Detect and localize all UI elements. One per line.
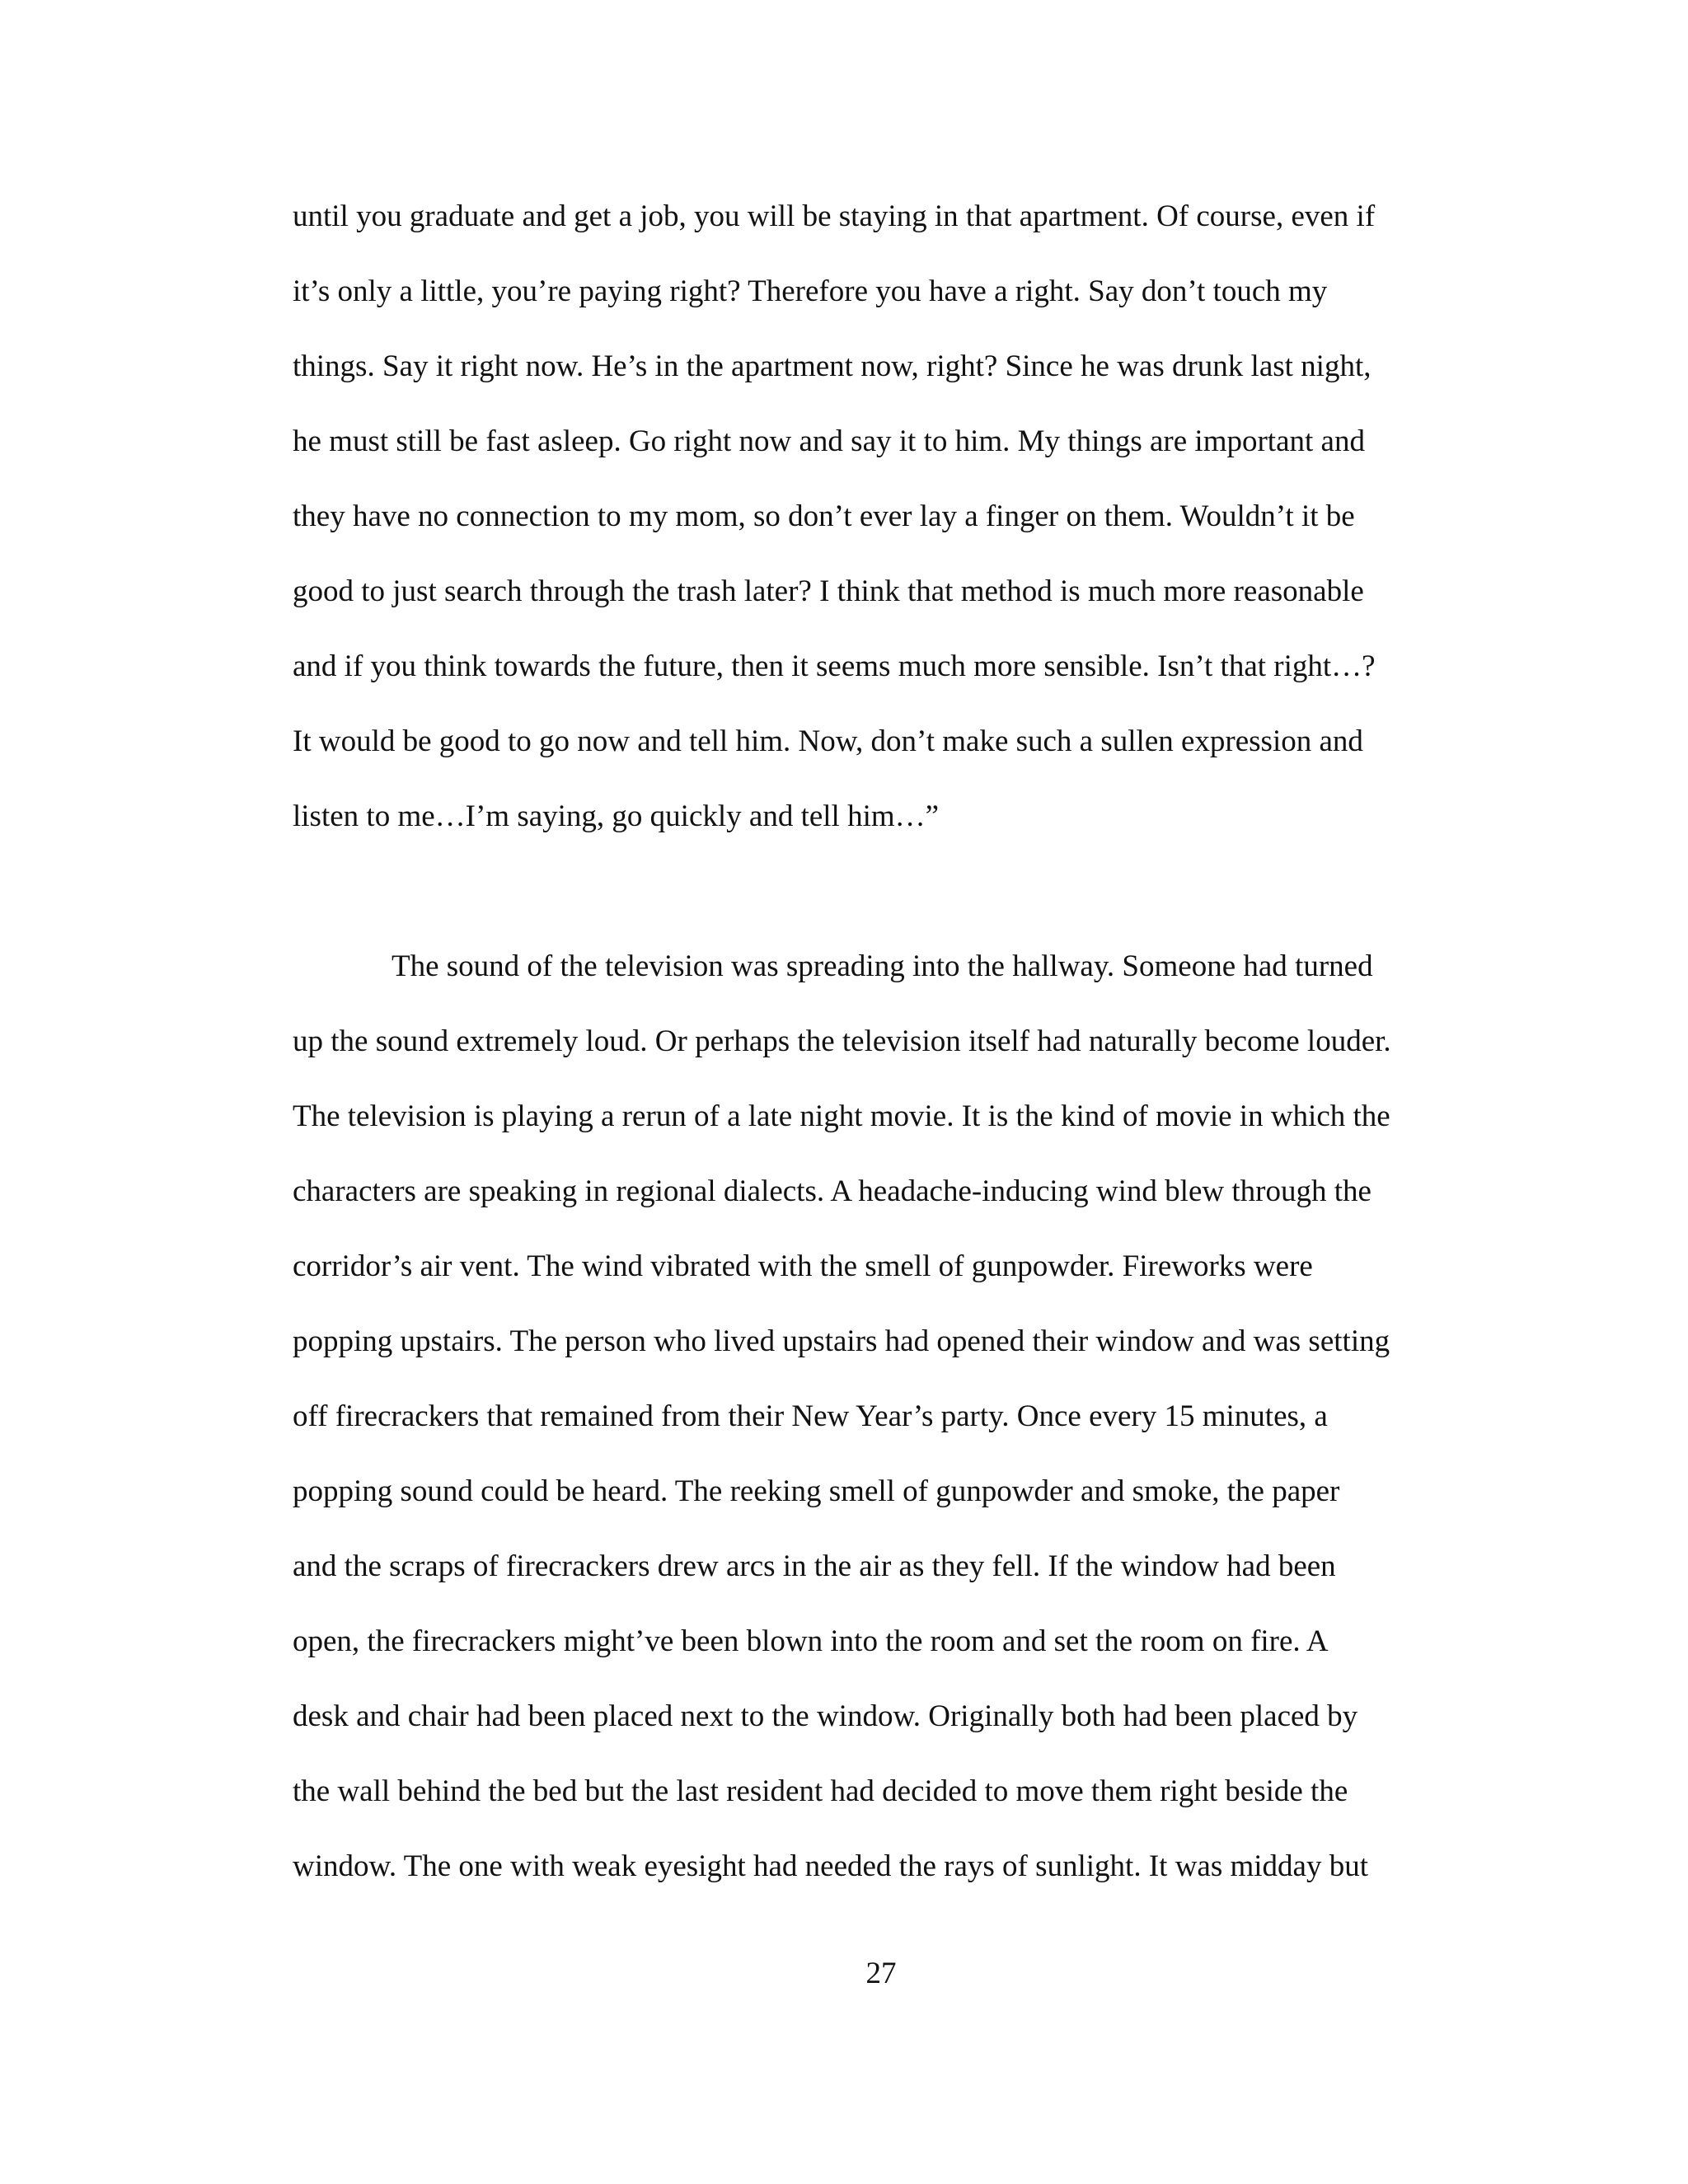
text-line: and the scraps of firecrackers drew arcs in the air as they fell. If the window had been <box>293 1549 1336 1583</box>
text-line: it’s only a little, you’re paying right? Therefore you have a right. Say don’t touch my <box>293 274 1328 308</box>
text-line: The television is playing a rerun of a late night movie. It is the kind of movie in which the <box>293 1099 1390 1133</box>
text-line: popping sound could be heard. The reeking smell of gunpowder and smoke, the paper <box>293 1474 1340 1508</box>
text-line: up the sound extremely loud. Or perhaps the television itself had naturally become louder. <box>293 1024 1391 1058</box>
text-line: they have no connection to my mom, so don’t ever lay a finger on them. Wouldn’t it be <box>293 499 1355 533</box>
text-line: open, the firecrackers might’ve been blown into the room and set the room on fire. A <box>293 1624 1329 1658</box>
text-line: window. The one with weak eyesight had needed the rays of sunlight. It was midday but <box>293 1849 1368 1883</box>
text-line: and if you think towards the future, then it seems much more sensible. Isn’t that right…? <box>293 649 1376 683</box>
text-line: The sound of the television was spreading into the hallway. Someone had turned <box>392 949 1373 983</box>
text-line: It would be good to go now and tell him. Now, don’t make such a sullen expression and <box>293 724 1363 758</box>
text-line: listen to me…I’m saying, go quickly and tell him…” <box>293 799 940 833</box>
text-line: corridor’s air vent. The wind vibrated with the smell of gunpowder. Fireworks were <box>293 1249 1313 1283</box>
text-line: off firecrackers that remained from their New Year’s party. Once every 15 minutes, a <box>293 1399 1328 1433</box>
text-line: until you graduate and get a job, you will be staying in that apartment. Of course, even if <box>293 199 1376 233</box>
text-line: things. Say it right now. He’s in the apartment now, right? Since he was drunk last night, <box>293 349 1372 383</box>
page-number: 27 <box>865 1957 897 1990</box>
text-line: the wall behind the bed but the last resident had decided to move them right beside the <box>293 1774 1348 1808</box>
text-line: popping upstairs. The person who lived upstairs had opened their window and was setting <box>293 1324 1390 1358</box>
text-line: he must still be fast asleep. Go right now and say it to him. My things are important and <box>293 424 1365 458</box>
text-line: characters are speaking in regional dialects. A headache-inducing wind blew through the <box>293 1174 1372 1208</box>
text-line: desk and chair had been placed next to the window. Originally both had been placed by <box>293 1699 1358 1733</box>
text-line: good to just search through the trash later? I think that method is much more reasonable <box>293 574 1364 608</box>
